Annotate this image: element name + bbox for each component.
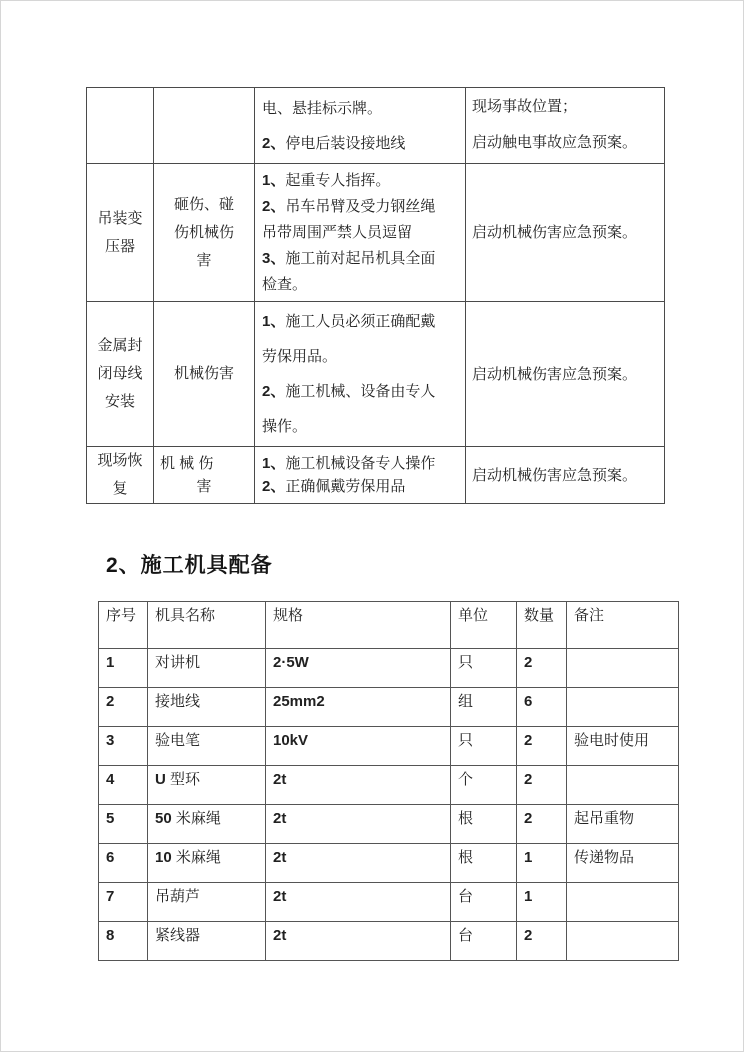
name-cell: U 型环 (148, 766, 266, 805)
qty-cell: 1 (517, 883, 567, 922)
hazard-cell (154, 88, 255, 164)
qty-cell: 2 (517, 727, 567, 766)
table-row (87, 164, 665, 302)
no-cell: 1 (99, 649, 148, 688)
spec-cell: 2t (266, 883, 451, 922)
no-cell: 5 (99, 805, 148, 844)
table-header-row (99, 602, 679, 649)
table-row (99, 844, 679, 883)
task-cell: 现场恢 复 (87, 447, 154, 504)
spec-cell: 2t (266, 922, 451, 961)
name-cell: 接地线 (148, 688, 266, 727)
qty-cell: 1 (517, 844, 567, 883)
spec-cell: 2t (266, 805, 451, 844)
table-row (99, 883, 679, 922)
no-cell: 4 (99, 766, 148, 805)
header-unit: 单位 (451, 602, 517, 649)
response-cell: 启动机械伤害应急预案。 (466, 302, 665, 447)
note-cell (567, 688, 679, 727)
hazard-cell: 机械伤害 (154, 302, 255, 447)
table-row (99, 922, 679, 961)
note-cell: 传递物品 (567, 844, 679, 883)
name-cell: 50 米麻绳 (148, 805, 266, 844)
unit-cell: 根 (451, 805, 517, 844)
no-cell: 7 (99, 883, 148, 922)
table-row (99, 805, 679, 844)
no-cell: 8 (99, 922, 148, 961)
qty-cell: 2 (517, 766, 567, 805)
table-row (99, 688, 679, 727)
table-row (99, 727, 679, 766)
unit-cell: 台 (451, 883, 517, 922)
measures-cell: 电、悬挂标示牌。 2、停电后装设接地线 (255, 88, 466, 164)
measures-cell: 1、施工机械设备专人操作 2、正确佩戴劳保用品 (255, 447, 466, 504)
unit-cell: 个 (451, 766, 517, 805)
note-cell (567, 766, 679, 805)
spec-cell: 25mm2 (266, 688, 451, 727)
unit-cell: 只 (451, 649, 517, 688)
spec-cell: 10kV (266, 727, 451, 766)
spec-cell: 2t (266, 766, 451, 805)
name-cell: 吊葫芦 (148, 883, 266, 922)
unit-cell: 台 (451, 922, 517, 961)
qty-cell: 2 (517, 805, 567, 844)
header-no: 序号 (99, 602, 148, 649)
table-row (87, 447, 665, 504)
no-cell: 3 (99, 727, 148, 766)
response-cell: 启动机械伤害应急预案。 (466, 164, 665, 302)
note-cell (567, 883, 679, 922)
spec-cell: 2·5W (266, 649, 451, 688)
hazard-measures-table (86, 87, 665, 504)
name-cell: 对讲机 (148, 649, 266, 688)
hazard-cell: 机 械 伤 害 (154, 447, 255, 504)
note-cell (567, 922, 679, 961)
spec-cell: 2t (266, 844, 451, 883)
hazard-cell: 砸伤、碰 伤机械伤 害 (154, 164, 255, 302)
task-cell: 吊装变 压器 (87, 164, 154, 302)
equipment-table (98, 601, 679, 961)
task-cell: 金属封 闭母线 安装 (87, 302, 154, 447)
name-cell: 紧线器 (148, 922, 266, 961)
no-cell: 2 (99, 688, 148, 727)
header-spec: 规格 (266, 602, 451, 649)
section-heading: 2、施工机具配备 (106, 554, 273, 577)
table-row (99, 766, 679, 805)
unit-cell: 组 (451, 688, 517, 727)
table-row (87, 88, 665, 164)
unit-cell: 根 (451, 844, 517, 883)
name-cell: 10 米麻绳 (148, 844, 266, 883)
note-cell: 验电时使用 (567, 727, 679, 766)
qty-cell: 6 (517, 688, 567, 727)
no-cell: 6 (99, 844, 148, 883)
header-qty: 数量 (517, 602, 567, 649)
qty-cell: 2 (517, 922, 567, 961)
note-cell (567, 649, 679, 688)
table-row (87, 302, 665, 447)
name-cell: 验电笔 (148, 727, 266, 766)
measures-cell: 1、施工人员必须正确配戴 劳保用品。 2、施工机械、设备由专人 操作。 (255, 302, 466, 447)
measures-cell: 1、起重专人指挥。 2、吊车吊臂及受力钢丝绳 吊带周围严禁人员逗留 3、施工前对起吊机具全面 检查。 (255, 164, 466, 302)
table-row (99, 649, 679, 688)
header-note: 备注 (567, 602, 679, 649)
header-name: 机具名称 (148, 602, 266, 649)
note-cell: 起吊重物 (567, 805, 679, 844)
unit-cell: 只 (451, 727, 517, 766)
task-cell (87, 88, 154, 164)
qty-cell: 2 (517, 649, 567, 688)
response-cell: 启动机械伤害应急预案。 (466, 447, 665, 504)
response-cell: 现场事故位置； 启动触电事故应急预案。 (466, 88, 665, 164)
